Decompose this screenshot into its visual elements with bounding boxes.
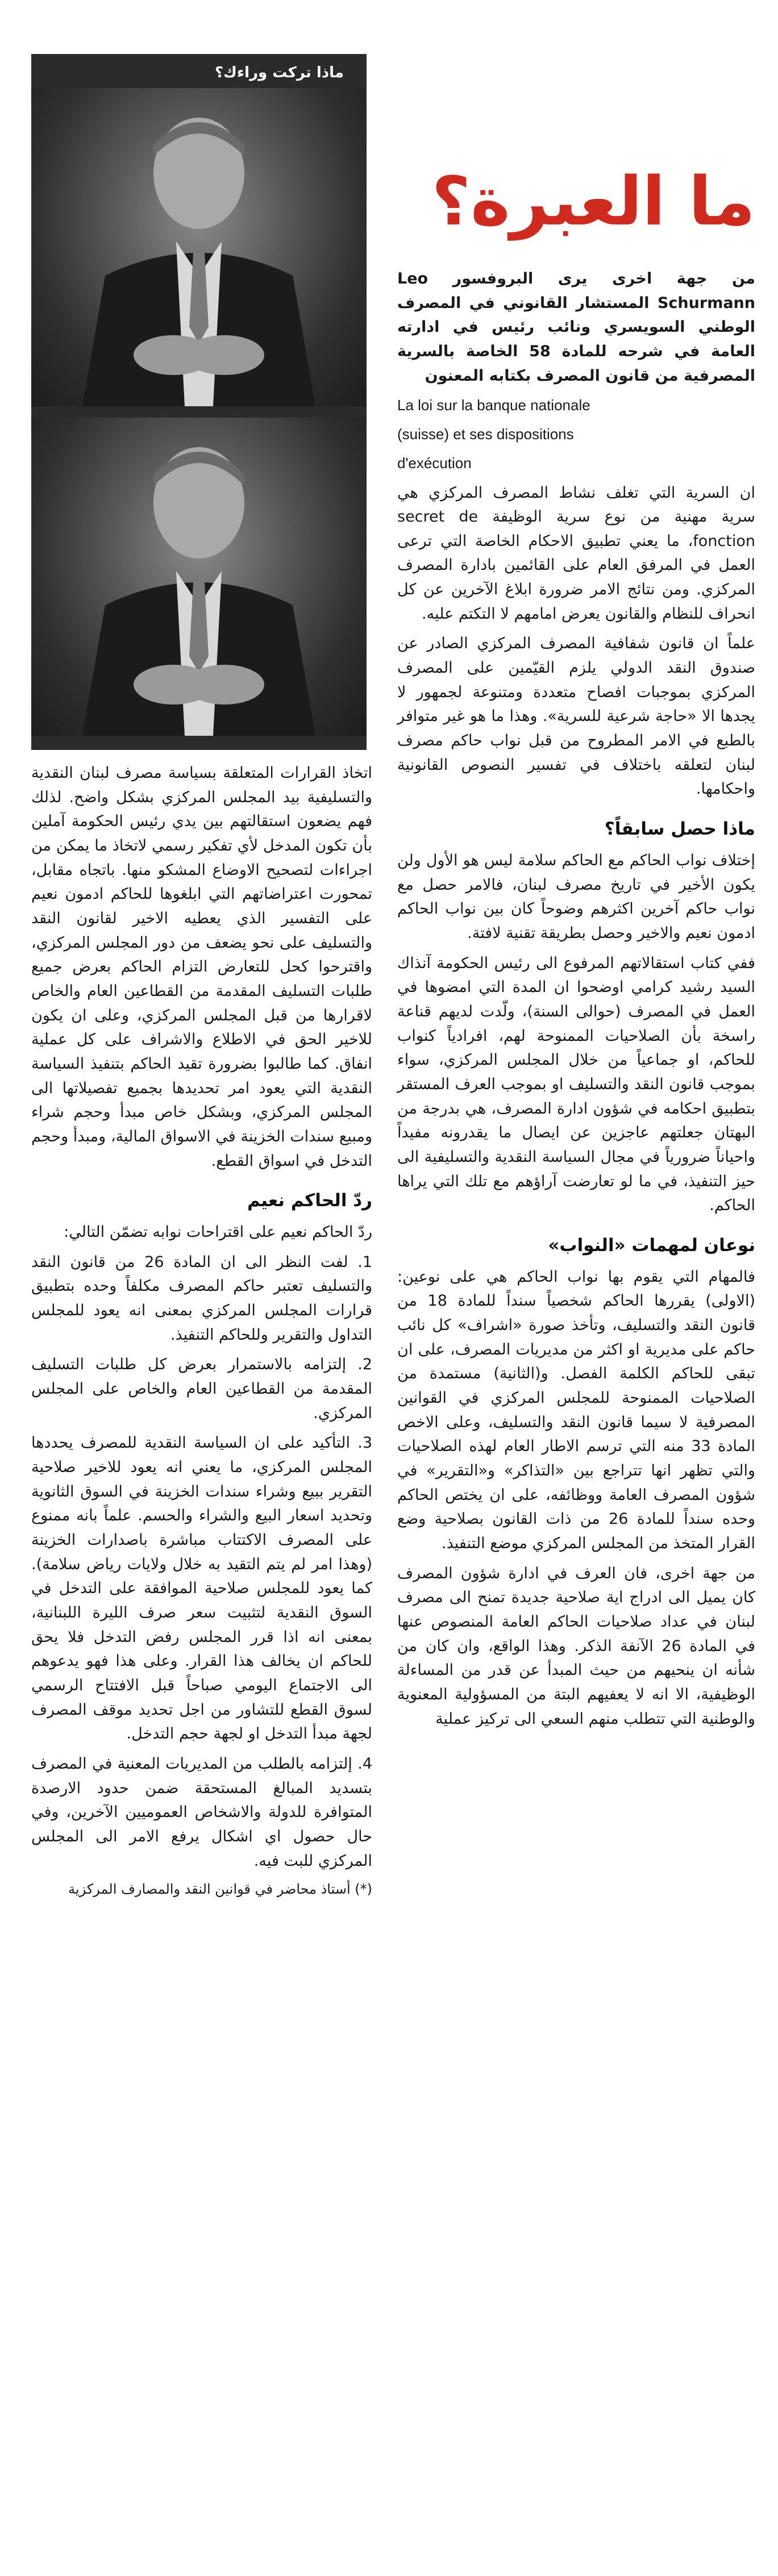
body-paragraph: إختلاف نواب الحاكم مع الحاكم سلامة ليس هو الأول ولن يكون الأخير في تاريخ مصرف لبنان، فالامر حصل مع نواب حاكم آخرين اكثرهم وضوحاً كان بين نواب الحاكم ادمون نعيم والاخير وحصل بطريقة تقنية لافتة.: [397, 852, 755, 942]
author-footnote: (*) أستاذ محاضر في قوانين النقد والمصارف المركزية: [68, 1881, 372, 1898]
book-title-line-1: La loi sur la banque nationale: [397, 397, 590, 414]
body-paragraph: من جهة اخرى، فان العرف في ادارة شؤون المصرف كان يميل الى ادراج اية صلاحية جديدة تمنح الى مصرف لبنان في عداد صلاحيات الحاكم العامة المنصوص عنها في المادة 26 الآنفة الذكر. وهذا الواقع، وان كان من شأنه ان ينحيهم من حيث المبدأ عن قدر من المساءلة الوظيفية، الا انه لا يعفيهم البتة من المسؤولية المعنوية والوطنية التي تتطلب منهم السعي الى تركيز عملية: [397, 1564, 755, 1728]
headline: ما العبرة؟: [431, 162, 755, 240]
portrait-illustration-top: [31, 88, 367, 406]
article-column-right: [397, 267, 755, 1737]
portrait-photo-top: [31, 88, 367, 406]
numbered-item: 2. إلتزامه بالاستمرار بعرض كل طلبات التسليف المقدمة من القطاعين العام والخاص على المجلس المركزي.: [31, 1356, 372, 1422]
portrait-illustration-bottom: [31, 418, 367, 736]
subheading: ماذا حصل سابقاً؟: [604, 819, 755, 840]
book-title-line-3: d'exécution: [397, 455, 472, 472]
intro-paragraph: من جهة اخرى يرى البروفسور Leo Schurmann المستشار القانوني في المصرف الوطني السويسري ونائب رئيس في ادارته العامة في شرحه للمادة 58 الخاصة بالسرية المصرفية من قانون المصرف بكتابه المعنون: [397, 270, 755, 385]
body-paragraph: فالمهام التي يقوم بها نواب الحاكم هي على نوعين: (الاولى) يقررها الحاكم شخصياً سنداً للمادة 18 من قانون النقد والتسليف، وتأخذ صورة «اشراف» كل نائب حاكم على مديرية او اكثر من مديريات المصرف، على ان تبقى للحاكم الكلمة الفصل. و(الثانية) مستمدة من الصلاحيات الممنوحة للمجلس المركزي في القوانين المصرفية لا سيما قانون النقد والتسليف، وعلى الاخص المادة 33 منه التي ترسم الاطار العام لهذه الصلاحيات والتي تظهر انها تتراجع بين «التذاكر» و«التقرير» في شؤون المصرف العامة ووظائفه، على ان يختص الحاكم وحده سنداً للمادة 26 من ذات القانون بصلاحية وضع القرار المتخذ من المجلس المركزي موضع التنفيذ.: [397, 1268, 755, 1553]
subheading: نوعان لمهمات «النواب»: [548, 1235, 755, 1256]
body-paragraph: اتخاذ القرارات المتعلقة بسياسة مصرف لبنان النقدية والتسليفية بيد المجلس المركزي بشكل واضح. لذلك فهم يضعون استقالتهم بين يدي رئيس الحكومة آملين بأن تكون المدخل لأي تفكير رسمي لاتخاذ ما يمكن من اجراءات لتصحيح الاوضاع المشكو منها. باتجاه مقابل، تمحورت اعتراضاتهم التي ابلغوها للحاكم ادمون نعيم على التفسير الذي يعطيه الاخير لقانون النقد والتسليف على نحو يضعف من دور المجلس المركزي، واقترحوا كحل للتعارض التزام الحاكم بعرض جميع طلبات التسليف المقدمة من القطاعين العام والخاص لاقرارها من قبل المجلس المركزي، وعلى ان يكون للاخير الحق في الاطلاع والاشراف على كل عملية انفاق. كما طالبوا بضرورة تقيد الحاكم بتنفيذ السياسة النقدية التي يعود امر تحديدها بجميع تفصيلاتها الى المجلس المركزي، وبشكل خاص مبدأ وحجم شراء ومبيع سندات الخزينة في الاسواق المالية، ومبدأ وحجم التدخل في اسواق القطع.: [31, 764, 372, 1170]
portrait-photo-bottom: [31, 418, 367, 736]
subheading: ردّ الحاكم نعيم: [247, 1190, 372, 1211]
book-title-line-2: (suisse) et ses dispositions: [397, 426, 574, 443]
photo-panel: [31, 54, 367, 750]
numbered-item: 3. التأكيد على ان السياسة النقدية للمصرف يحددها المجلس المركزي، ما يعني انه يعود للاخير صلاحية التقرير ببيع وشراء سندات الخزينة في السوق الثانوية وتحديد اسعار البيع والشراء والحسم. علماً بانه ممنوع على المصرف الاكتتاب مباشرة باصدارات الخزينة (وهذا امر لم يتم التقيد به خلال ولايات رياض سلامة). كما يعود للمجلس صلاحية الموافقة على التدخل في السوق النقدية لتثبيت سعر صرف الليرة اللبنانية، بمعنى انه اذا قرر المجلس رفض التدخل فلا يحق للحاكم ان يخالف هذا القرار. وعلى هذا فهو يدعوهم الى الاجتماع اليومي صباحاً قبل الافتتاح الرسمي لسوق القطع للتشاور من اجل تحديد موقف المصرف لجهة مبدأ التدخل او لجهة حجم التدخل.: [31, 1434, 372, 1743]
numbered-item: 4. إلتزامه بالطلب من المديريات المعنية في المصرف بتسديد المبالغ المستحقة ضمن حدود الارصدة المتوافرة للدولة والاشخاص العموميين الآخرين، وفي حال حصول اي اشكال يرفع الامر الى المجلس المركزي للبت فيه.: [31, 1754, 372, 1870]
body-paragraph: ردّ الحاكم نعيم على اقتراحات نوابه تضمّن التالي:: [64, 1223, 372, 1241]
body-paragraph: ففي كتاب استقالاتهم المرفوع الى رئيس الحكومة آنذاك السيد رشيد كرامي اوضحوا ان المدة التي امضوها في العمل في المصرف (حوالى السنة)، ولّدت لديهم قناعة راسخة بأن الصلاحيات الممنوحة لهم، افرادياً كنواب للحاكم، او جماعياً من خلال المجلس المركزي، سواء بموجب قانون النقد والتسليف او بموجب العرف المستقر بتطبيق احكامه في شؤون ادارة المصرف، هي بدرجة من البهتان جعلتهم عاجزين عن ايصال ما يقدرونه مفيداً واحياناً ضرورياً في مجال السياسة النقدية والتسليفية الى حيز التنفيذ، في ما لو تعارضت آراؤهم مع تلك التي يراها الحاكم.: [397, 954, 755, 1215]
numbered-item: 1. لفت النظر الى ان المادة 26 من قانون النقد والتسليف تعتبر حاكم المصرف مكلفاً وحده بتطبيق قرارات المجلس المركزي بمعنى انه يعود للمجلس التداول والتقرير وللحاكم التنفيذ.: [31, 1253, 372, 1344]
body-paragraph: ان السرية التي تغلف نشاط المصرف المركزي هي سرية مهنية من نوع سرية الوظيفة secret de fonction، ما يعني تطبيق الاحكام الخاصة التي ترعى العمل في المرفق العام على القائمين بادارة المصرف المركزي. ومن نتائج الامر ضرورة ابلاغ الآخرين عن كل انحراف للنظام والقانون يعرض امامهم لا التكتم عليه.: [397, 483, 756, 623]
photo-caption: ماذا تركت وراءك؟: [214, 64, 344, 81]
article-column-left: [31, 761, 372, 1906]
body-paragraph: علماً ان قانون شفافية المصرف المركزي الصادر عن صندوق النقد الدولي يلزم القيّمين على المصرف المركزي بموجبات افصاح متعددة ومتنوعة لجمهور لا يجدها الا «حاجة شرعية للسرية». وهذا ما هو غير متوافر بالطبع في الامر المطروح من قبل نواب حاكم مصرف لبنان لتعلقه باختلاف في تفسير النصوص القانونية واحكامها.: [397, 635, 755, 798]
